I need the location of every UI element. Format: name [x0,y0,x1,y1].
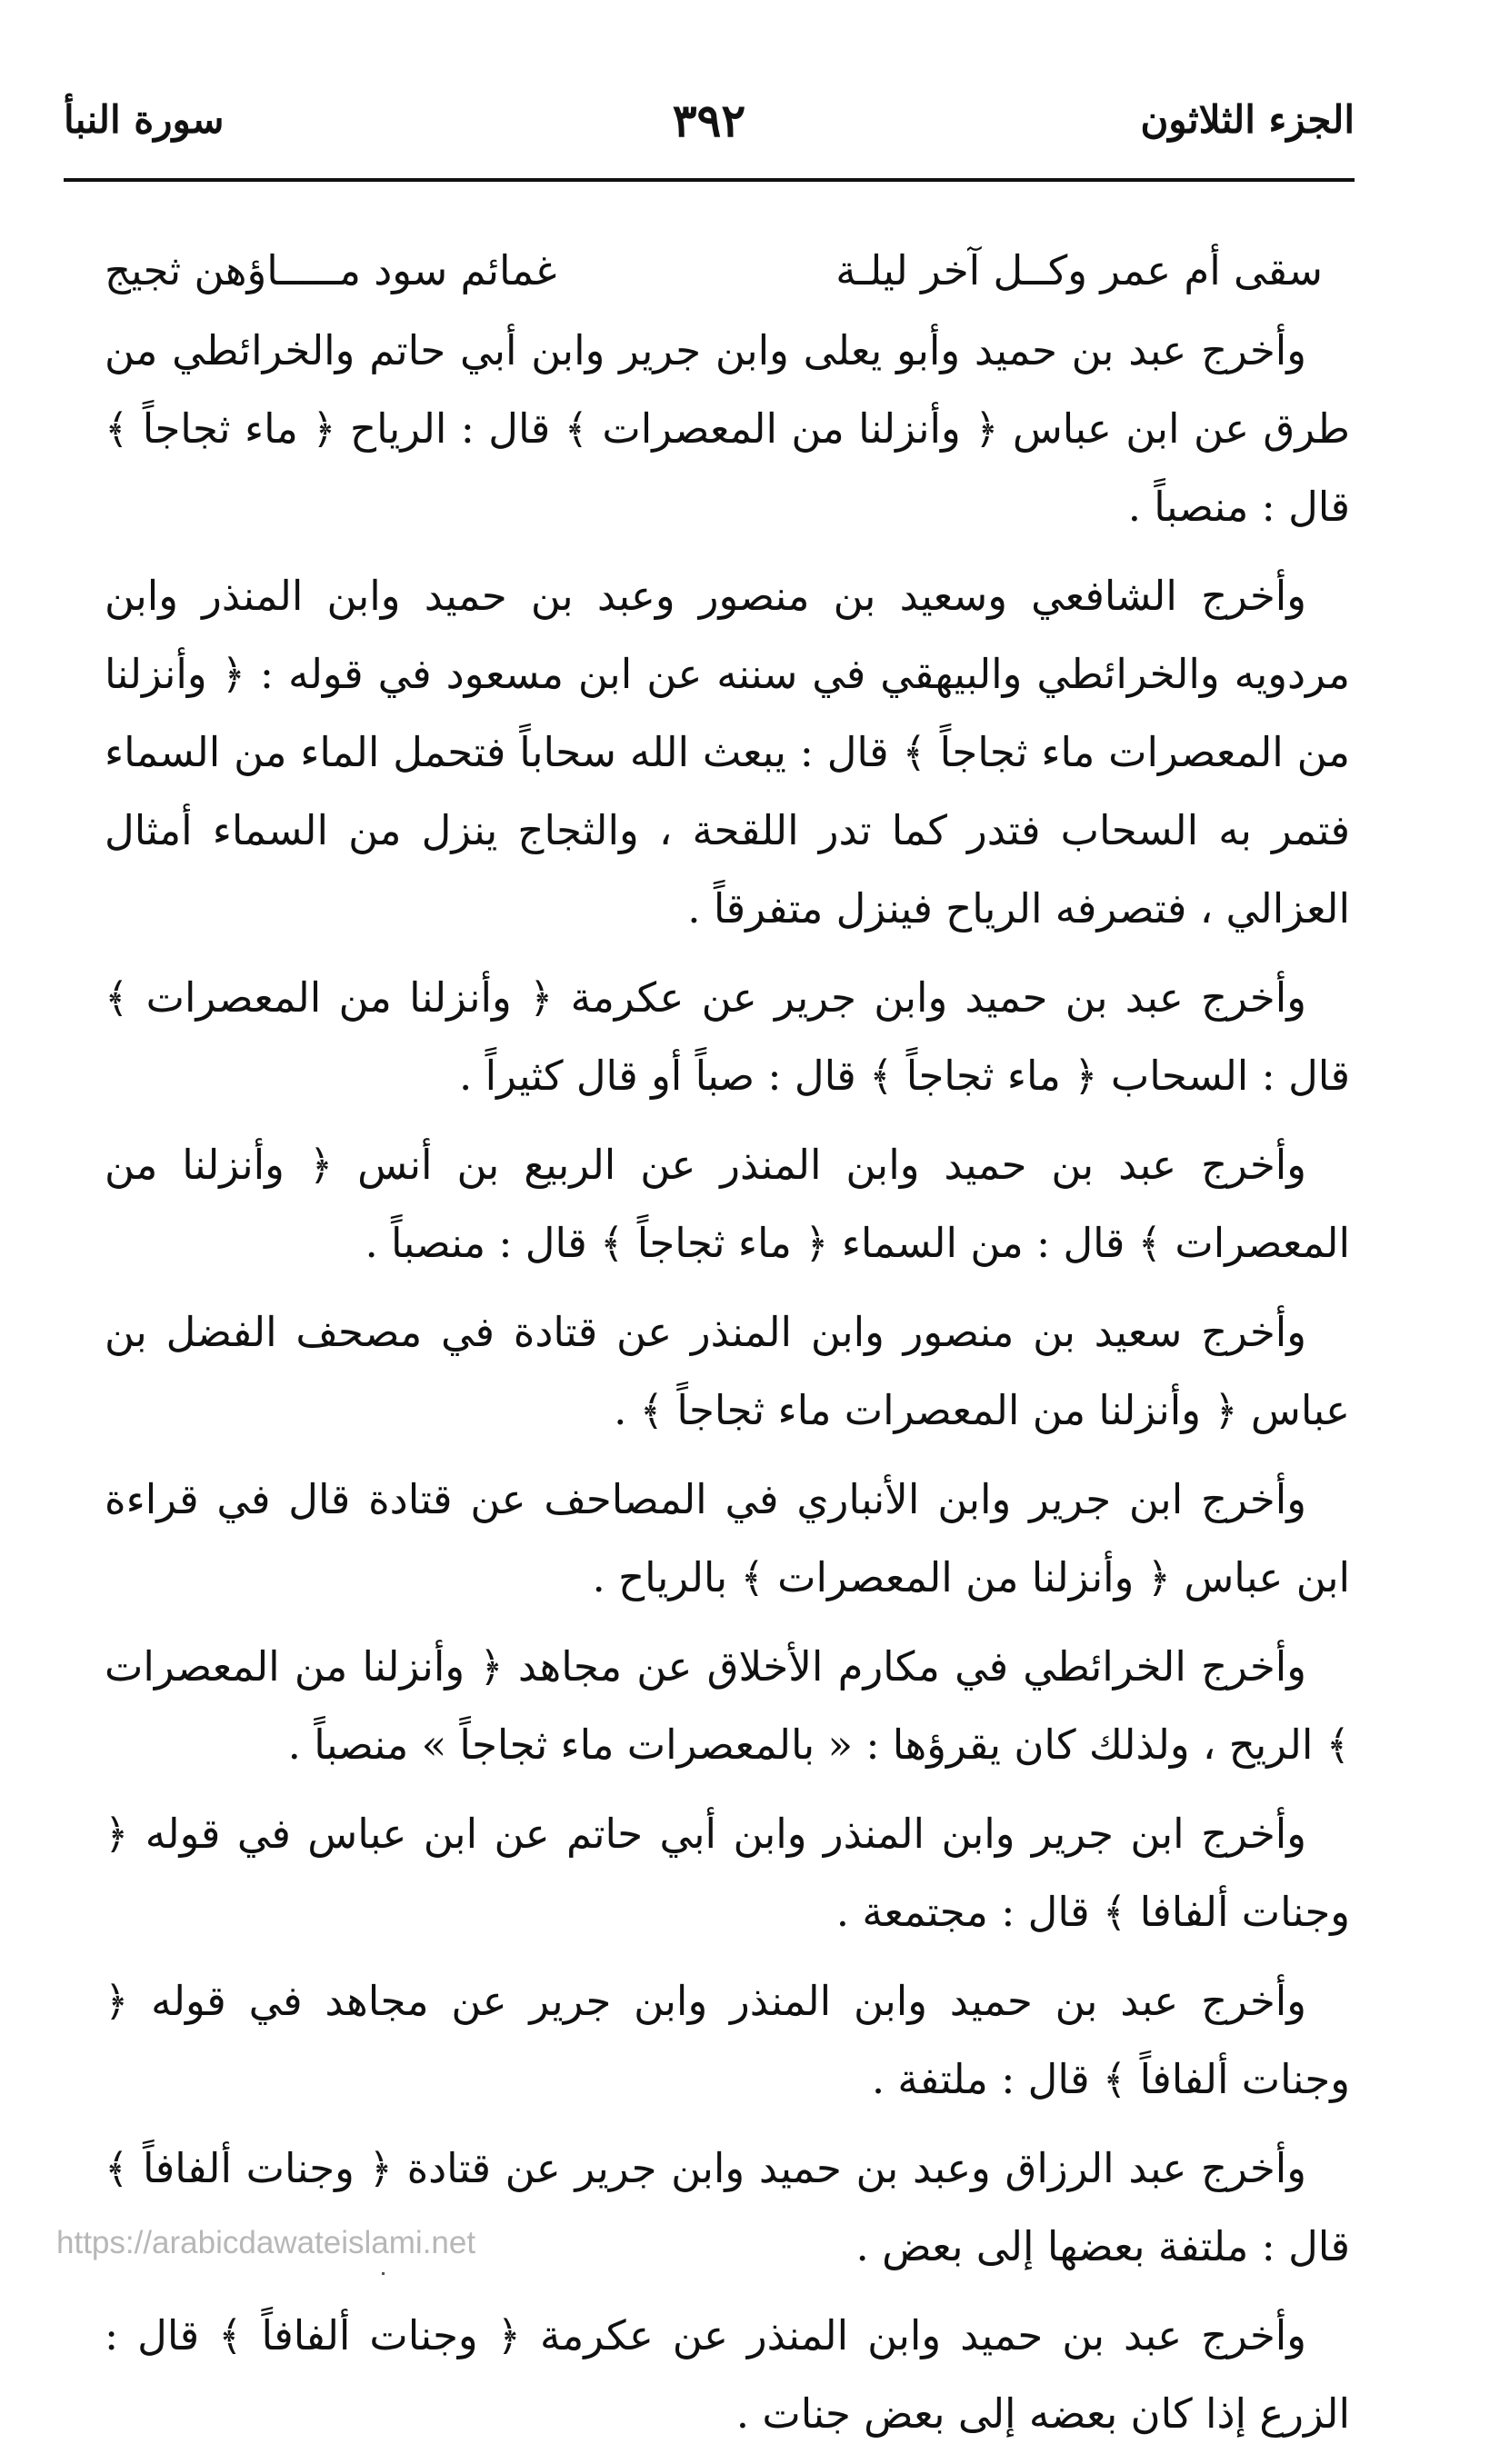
paragraph: وأخرج الخرائطي في مكارم الأخلاق عن مجاهد ﴿ وأنزلنا من المعصرات ﴾ الريح ، ولذلك كان يقرؤها : « بالمعصرات ماء ثجاجاً » منصباً . [105,1642,1350,1769]
verse-hemistich-second: غمائم سود مـــــاؤهن ثجيج [105,246,557,294]
paragraph: وأخرج عبد بن حميد وابن المنذر عن الربيع بن أنس ﴿ وأنزلنا من المعصرات ﴾ قال : من السماء ﴿ ماء ثجاجاً ﴾ قال : منصباً . [105,1141,1350,1267]
paragraph: وأخرج سعيد بن منصور وابن المنذر عن قتادة في مصحف الفضل بن عباس ﴿ وأنزلنا من المعصرات ماء ثجاجاً ﴾ . [105,1308,1350,1434]
page-header [64,86,1355,159]
paragraph: وأخرج عبد بن حميد وابن المنذر وابن جرير عن مجاهد في قوله ﴿ وجنات ألفافاً ﴾ قال : ملتفة . [105,1977,1350,2103]
part-title: الجزء الثلاثون [1140,97,1355,142]
page-number: ٣٩٢ [672,94,746,147]
site-watermark: https://arabicdawateislami.net [56,2225,476,2260]
header-rule [64,178,1355,182]
paragraph: وأخرج عبد الرزاق وعبد بن حميد وابن جرير عن قتادة ﴿ وجنات ألفافاً ﴾ قال : ملتفة بعضها إلى بعض . [105,2144,1350,2270]
paragraph: وأخرج عبد بن حميد وأبو يعلى وابن جرير وابن أبي حاتم والخرائطي من طرق عن ابن عباس ﴿ وأنزلنا من المعصرات ﴾ قال : الرياح ﴿ ماء ثجاجاً ﴾ قال : منصباً . [105,326,1350,531]
paragraph: وأخرج عبد بن حميد وابن المنذر عن عكرمة ﴿ وجنات ألفافاً ﴾ قال : الزرع إذا كان بعضه إلى بعض جنات . [105,2311,1350,2438]
scan-speck [382,2272,385,2275]
paragraph: وأخرج الشافعي وسعيد بن منصور وعبد بن حميد وابن المنذر وابن مردويه والخرائطي والبيهقي في سننه عن ابن مسعود في قوله : ﴿ وأنزلنا من المعصرات ماء ثجاجاً ﴾ قال : يبعث الله سحاباً فتحمل الماء من السماء فتمر به السحاب فتدر كما تدر اللقحة ، والثجاج ينزل من السماء أمثال العزالي ، فتصرفه الرياح فينزل متفرقاً . [105,572,1350,933]
surah-title: سورة النبأ [64,97,225,142]
paragraph: وأخرج عبد بن حميد وابن جرير عن عكرمة ﴿ وأنزلنا من المعصرات ﴾ قال : السحاب ﴿ ماء ثجاجاً ﴾ قال : صباً أو قال كثيراً . [105,973,1350,1100]
poetry-verse [105,232,1350,310]
verse-hemistich-first: سقى أم عمر وكــل آخر ليلـة [835,246,1323,294]
page-body [105,232,1350,2464]
paragraph: وأخرج ابن جرير وابن المنذر وابن أبي حاتم عن ابن عباس في قوله ﴿ وجنات ألفافا ﴾ قال : مجتمعة . [105,1810,1350,1936]
paragraph: وأخرج ابن جرير وابن الأنباري في المصاحف عن قتادة قال في قراءة ابن عباس ﴿ وأنزلنا من المعصرات ﴾ بالرياح . [105,1475,1350,1601]
